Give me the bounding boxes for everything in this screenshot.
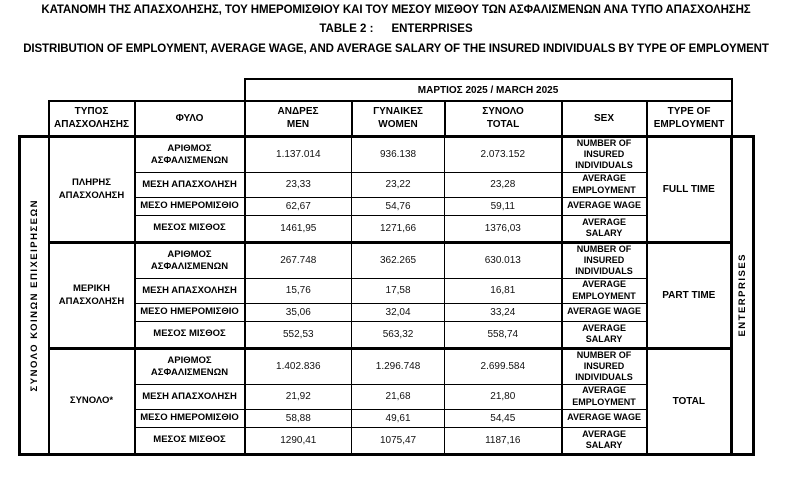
metric-label-en: AVERAGE WAGE <box>562 197 647 215</box>
value-women: 1075,47 <box>352 427 445 454</box>
metric-label-en: AVERAGE WAGE <box>562 409 647 427</box>
employment-type-cell-gr: ΠΛΗΡΗΣ ΑΠΑΣΧΟΛΗΣΗ <box>49 136 135 242</box>
col-header-men-en: MEN <box>286 119 310 131</box>
col-header-men <box>245 101 352 136</box>
statistics-table <box>18 78 755 456</box>
metric-label-gr: ΜΕΣΟ ΗΜΕΡΟΜΙΣΘΙΟ <box>135 197 245 215</box>
col-header-total-gr: ΣΥΝΟΛΟ <box>482 106 524 118</box>
value-women: 1.296.748 <box>352 348 445 384</box>
right-side-vertical-label <box>732 136 754 454</box>
col-header-type-en: TYPE OF EMPLOYMENT <box>647 101 732 136</box>
col-header-sex-en: SEX <box>562 101 647 136</box>
col-header-type-gr: ΤΥΠΟΣ ΑΠΑΣΧΟΛΗΣΗΣ <box>49 101 135 136</box>
value-men: 552,53 <box>245 321 352 348</box>
value-women: 54,76 <box>352 197 445 215</box>
value-women: 17,58 <box>352 278 445 303</box>
value-men: 23,33 <box>245 172 352 197</box>
employment-type-cell-en: PART TIME <box>647 242 732 348</box>
value-men: 267.748 <box>245 242 352 278</box>
employment-type-cell-gr: ΣΥΝΟΛΟ* <box>49 348 135 454</box>
metric-label-gr: ΜΕΣΟ ΗΜΕΡΟΜΙΣΘΙΟ <box>135 303 245 321</box>
value-total: 23,28 <box>445 172 562 197</box>
col-header-total <box>445 101 562 136</box>
metric-label-gr: ΜΕΣΟ ΗΜΕΡΟΜΙΣΘΙΟ <box>135 409 245 427</box>
col-header-women-en: WOMEN <box>378 119 418 131</box>
metric-label-en: NUMBER OF INSURED INDIVIDUALS <box>562 348 647 384</box>
spacer <box>20 101 49 136</box>
spacer <box>732 79 754 101</box>
value-total: 1376,03 <box>445 215 562 242</box>
right-side-vertical-text: ENTERPRISES <box>737 253 749 337</box>
value-total: 630.013 <box>445 242 562 278</box>
page-title-english: DISTRIBUTION OF EMPLOYMENT, AVERAGE WAGE, AND AVERAGE SALARY OF THE INSURED INDIVIDUALS BY TYPE OF EMPLOYMENT <box>23 43 769 55</box>
table-caption <box>0 23 792 35</box>
metric-label-gr: ΑΡΙΘΜΟΣ ΑΣΦΑΛΙΣΜΕΝΩΝ <box>135 348 245 384</box>
spacer <box>732 101 754 136</box>
value-men: 58,88 <box>245 409 352 427</box>
col-header-women <box>352 101 445 136</box>
value-total: 2.699.584 <box>445 348 562 384</box>
metric-label-en: NUMBER OF INSURED INDIVIDUALS <box>562 242 647 278</box>
employment-type-cell-en: FULL TIME <box>647 136 732 242</box>
value-men: 21,92 <box>245 384 352 409</box>
value-men: 1461,95 <box>245 215 352 242</box>
value-women: 21,68 <box>352 384 445 409</box>
value-total: 33,24 <box>445 303 562 321</box>
metric-label-en: AVERAGE SALARY <box>562 427 647 454</box>
value-women: 49,61 <box>352 409 445 427</box>
metric-label-en: AVERAGE WAGE <box>562 303 647 321</box>
value-total: 1187,16 <box>445 427 562 454</box>
value-total: 558,74 <box>445 321 562 348</box>
value-total: 21,80 <box>445 384 562 409</box>
value-women: 563,32 <box>352 321 445 348</box>
metric-label-en: AVERAGE SALARY <box>562 215 647 242</box>
value-men: 1290,41 <box>245 427 352 454</box>
value-total: 16,81 <box>445 278 562 303</box>
value-women: 1271,66 <box>352 215 445 242</box>
value-women: 23,22 <box>352 172 445 197</box>
value-total: 2.073.152 <box>445 136 562 172</box>
value-men: 62,67 <box>245 197 352 215</box>
metric-label-gr: ΜΕΣΟΣ ΜΙΣΘΟΣ <box>135 321 245 348</box>
metric-label-gr: ΜΕΣΗ ΑΠΑΣΧΟΛΗΣΗ <box>135 278 245 303</box>
page-title-greek: ΚΑΤΑΝΟΜΗ ΤΗΣ ΑΠΑΣΧΟΛΗΣΗΣ, ΤΟΥ ΗΜΕΡΟΜΙΣΘΙΟΥ ΚΑΙ ΤΟΥ ΜΕΣΟΥ ΜΙΣΘΟΥ ΤΩΝ ΑΣΦΑΛΙΣΜΕΝΩΝ ΑΝΑ ΤΥΠΟ ΑΠΑΣΧΟΛΗΣΗΣ <box>41 4 751 16</box>
employment-type-cell-gr: ΜΕΡΙΚΗ ΑΠΑΣΧΟΛΗΣΗ <box>49 242 135 348</box>
left-side-vertical-label <box>20 136 49 454</box>
value-women: 362.265 <box>352 242 445 278</box>
table-number-label: TABLE 2 : <box>319 23 374 35</box>
left-side-vertical-text: ΣΥΝΟΛΟ ΚΟΙΝΩΝ ΕΠΙΧΕΙΡΗΣΕΩΝ <box>28 198 40 392</box>
value-men: 35,06 <box>245 303 352 321</box>
metric-label-gr: ΜΕΣΟΣ ΜΙΣΘΟΣ <box>135 427 245 454</box>
metric-label-gr: ΑΡΙΘΜΟΣ ΑΣΦΑΛΙΣΜΕΝΩΝ <box>135 242 245 278</box>
metric-label-gr: ΜΕΣΗ ΑΠΑΣΧΟΛΗΣΗ <box>135 384 245 409</box>
value-total: 54,45 <box>445 409 562 427</box>
value-men: 1.402.836 <box>245 348 352 384</box>
metric-label-gr: ΜΕΣΗ ΑΠΑΣΧΟΛΗΣΗ <box>135 172 245 197</box>
value-women: 936.138 <box>352 136 445 172</box>
value-men: 15,76 <box>245 278 352 303</box>
period-header: ΜΑΡΤΙΟΣ 2025 / MARCH 2025 <box>245 79 732 101</box>
employment-type-cell-en: TOTAL <box>647 348 732 454</box>
metric-label-en: AVERAGE SALARY <box>562 321 647 348</box>
metric-label-gr: ΜΕΣΟΣ ΜΙΣΘΟΣ <box>135 215 245 242</box>
metric-label-gr: ΑΡΙΘΜΟΣ ΑΣΦΑΛΙΣΜΕΝΩΝ <box>135 136 245 172</box>
metric-label-en: AVERAGE EMPLOYMENT <box>562 278 647 303</box>
value-men: 1.137.014 <box>245 136 352 172</box>
col-header-total-en: TOTAL <box>486 119 520 131</box>
metric-label-en: AVERAGE EMPLOYMENT <box>562 384 647 409</box>
table-name-label: ENTERPRISES <box>391 23 473 35</box>
metric-label-en: AVERAGE EMPLOYMENT <box>562 172 647 197</box>
col-header-women-gr: ΓΥΝΑΙΚΕΣ <box>373 106 423 118</box>
value-total: 59,11 <box>445 197 562 215</box>
col-header-men-gr: ΑΝΔΡΕΣ <box>277 106 319 118</box>
metric-label-en: NUMBER OF INSURED INDIVIDUALS <box>562 136 647 172</box>
spacer <box>20 79 245 101</box>
col-header-sex-gr: ΦΥΛΟ <box>135 101 245 136</box>
value-women: 32,04 <box>352 303 445 321</box>
